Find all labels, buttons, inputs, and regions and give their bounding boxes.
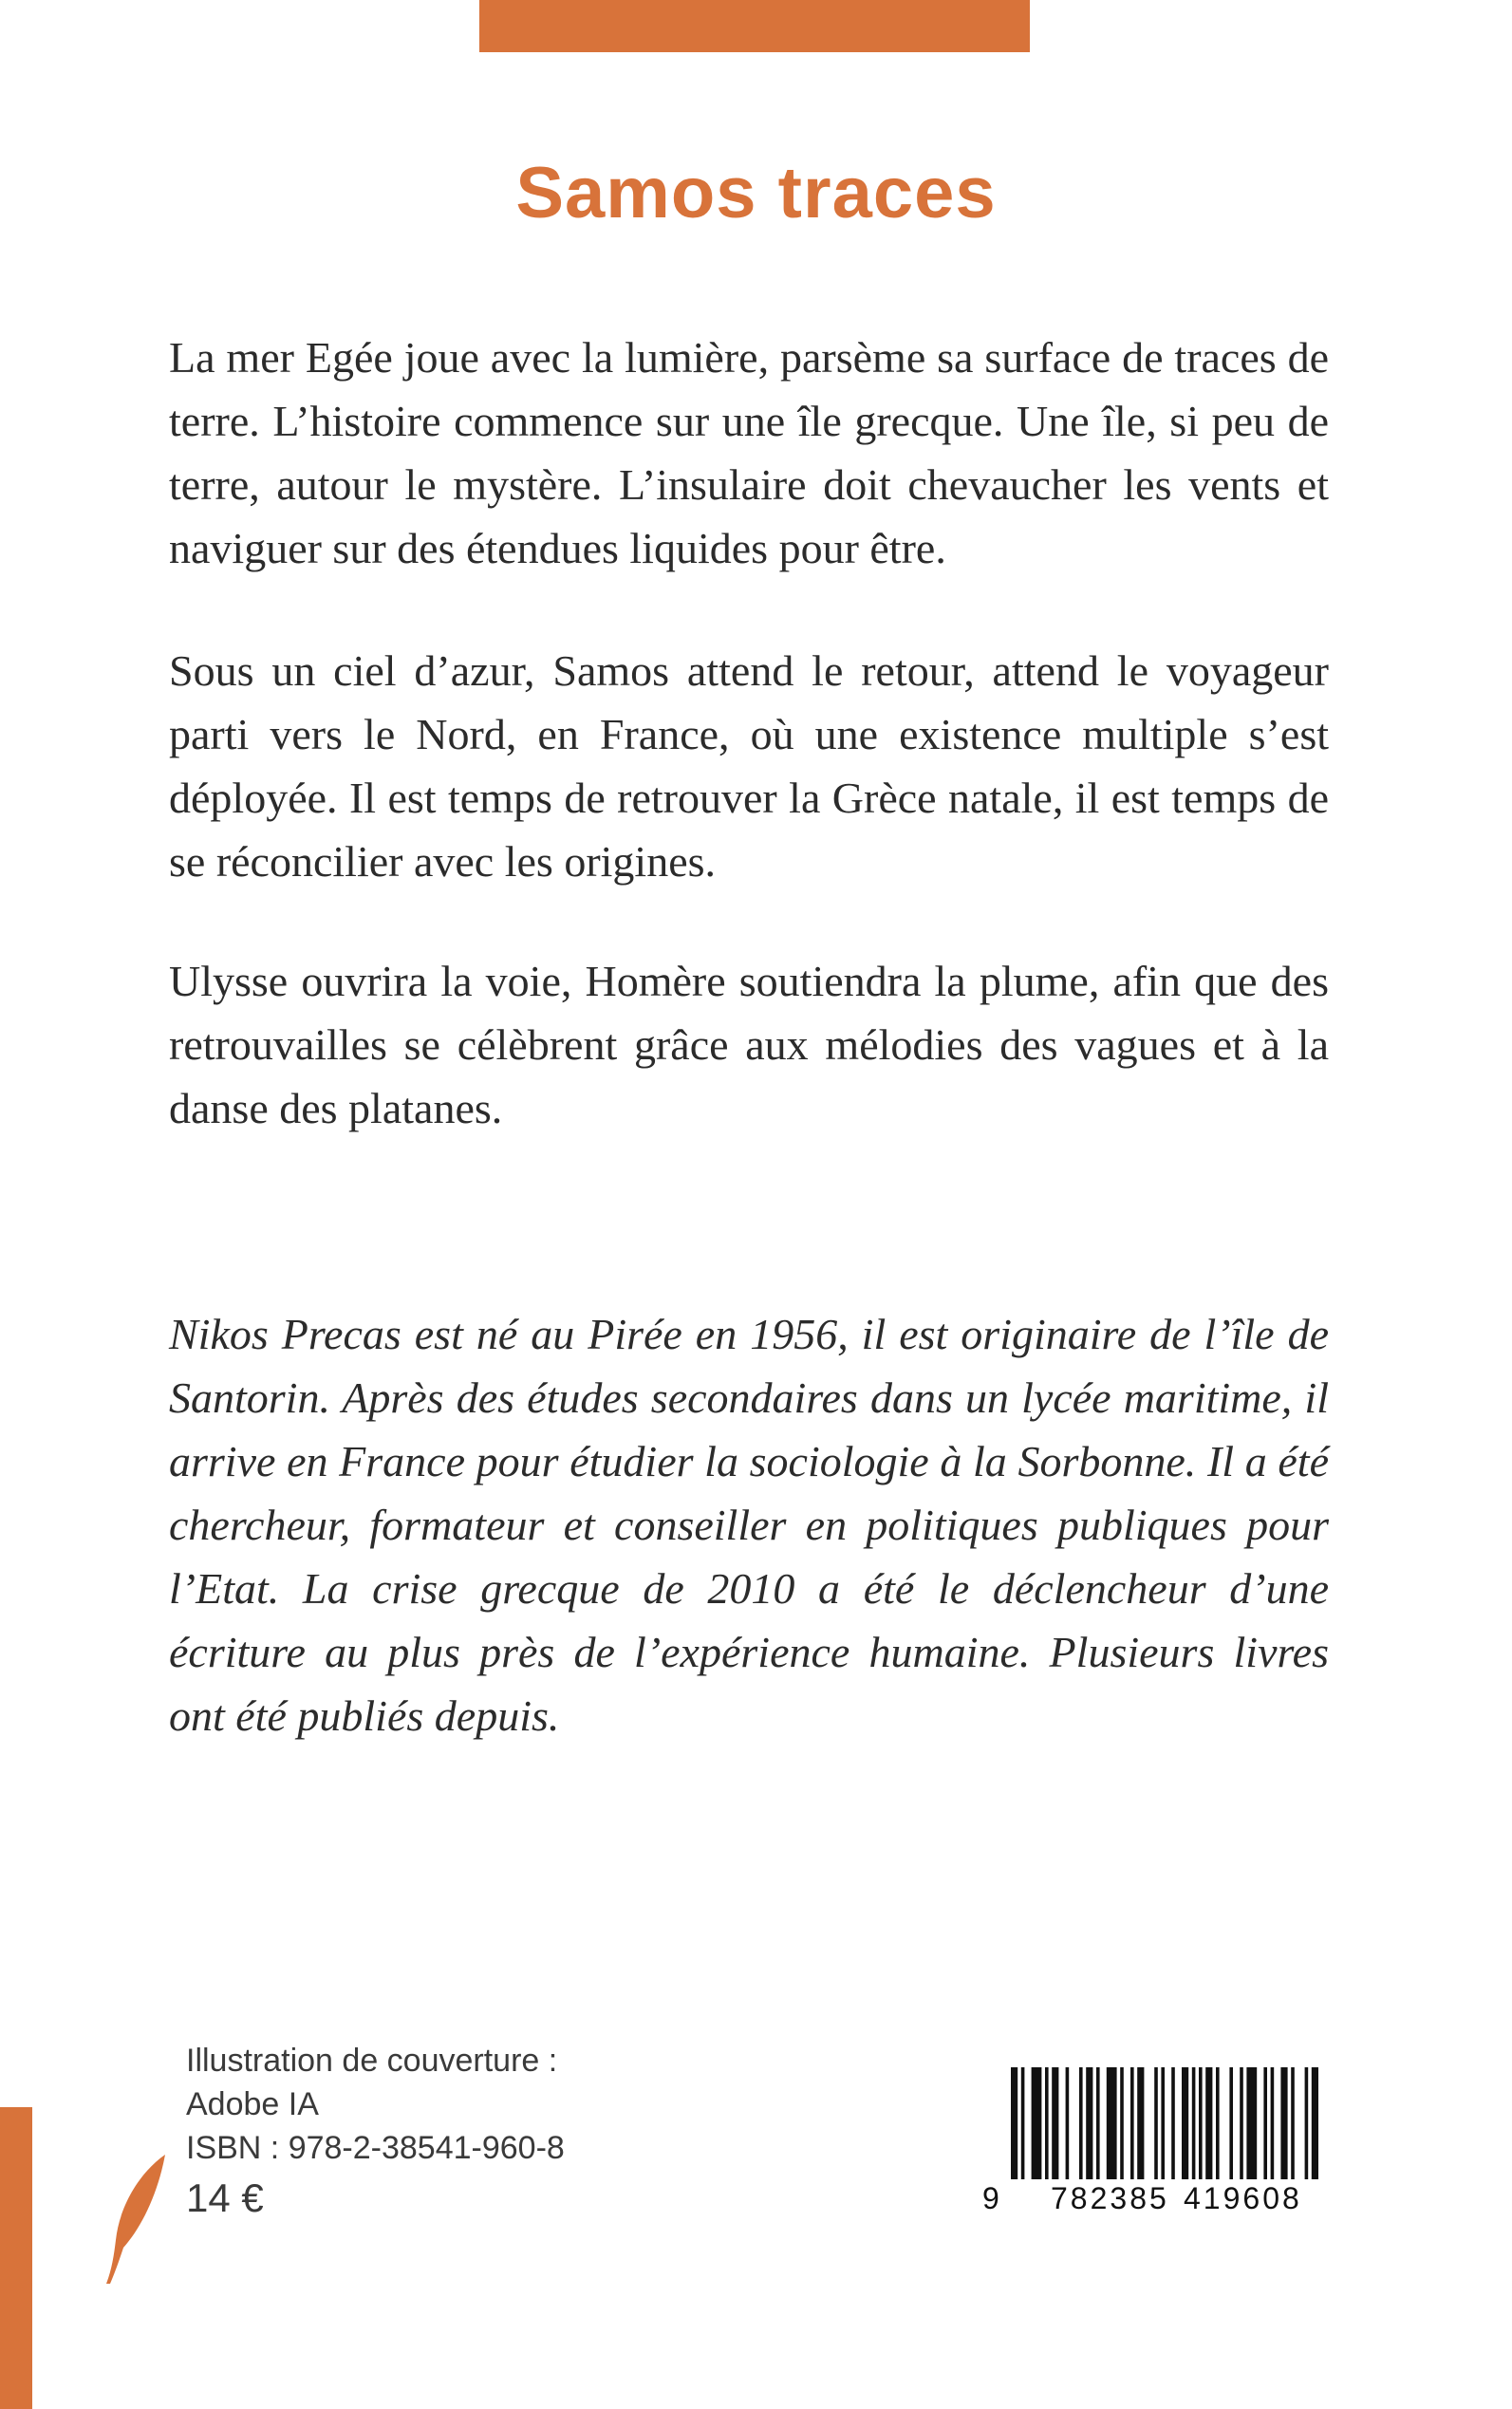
top-accent-bar [479,0,1030,52]
barcode-bars [982,2067,1319,2179]
book-title: Samos traces [515,153,997,233]
side-accent-bar [0,2107,32,2409]
blurb-paragraph-2: Sous un ciel d’azur, Samos attend le retour, attend le voyageur parti vers le Nord, en France, où une existence multiple s’est déployée. Il est temps de retrouver la Grèce natale, il est temps de se réconcilier avec les origines. [169,646,1329,886]
price: 14 € [186,2176,264,2220]
barcode-left-group: 782385 [1051,2181,1169,2215]
author-bio: Nikos Precas est né au Pirée en 1956, il est originaire de l’île de Santorin. Après des études secondaires dans un lycée maritime, il arrive en France pour étudier la sociologie à la Sorbonne. Il a été chercheur, formateur et conseiller en politiques publiques pour l’Etat. La crise grecque de 2010 a été le déclencheur d’une écriture au plus près de l’expérience humaine. Plusieurs livres ont été publiés depuis. [169,1310,1329,1740]
illustration-label: Illustration de couverture : [186,2043,558,2079]
barcode-lead-digit: 9 [982,2181,999,2215]
illustration-value: Adobe IA [186,2086,319,2122]
isbn-barcode [982,2067,1319,2219]
isbn-text: ISBN : 978-2-38541-960-8 [186,2130,565,2166]
barcode-digits [982,2181,1319,2219]
blurb-paragraph-3: Ulysse ouvrira la voie, Homère soutiendra la plume, afin que des retrouvailles se célèbrent grâce aux mélodies des vagues et à la danse des platanes. [169,957,1329,1132]
barcode-right-group: 419608 [1184,2181,1302,2215]
credits-block [186,2039,565,2225]
blurb-paragraph-1: La mer Egée joue avec la lumière, parsème sa surface de traces de terre. L’histoire commence sur une île grecque. Une île, si peu de terre, autour le mystère. L’insulaire doit chevaucher les vents et naviguer sur des étendues liquides pour être. [169,333,1329,572]
feather-icon [103,2153,169,2286]
